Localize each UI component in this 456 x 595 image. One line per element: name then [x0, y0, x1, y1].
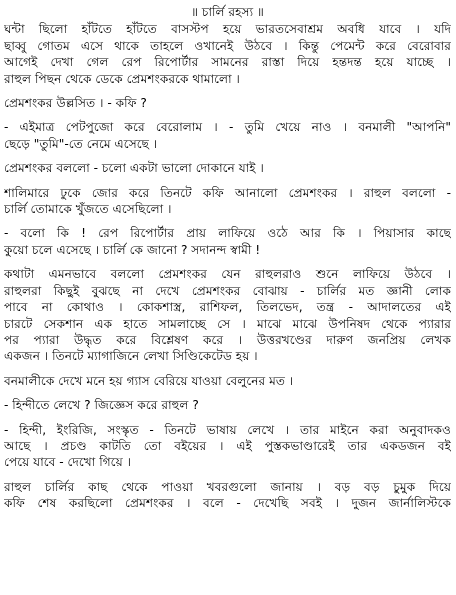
paragraph [4, 422, 451, 471]
text-line: প্রেমশংকর উল্লসিত । - কফি ? [4, 96, 147, 111]
paragraph [4, 21, 451, 87]
paragraph [4, 373, 451, 389]
paragraph [4, 266, 451, 364]
paragraph [4, 160, 451, 176]
text-line: কুয়ো চলে এসেছে । চার্লি কে জানো ? সদানন্দ স্বামী ! [4, 242, 261, 257]
paragraph [4, 397, 451, 413]
text-line: আগেই দেখা গেল রেপ রিপোর্টার সামনের রাস্তা দিয়ে হন্তদন্ত হয়ে যাচ্ছে । [4, 55, 451, 70]
paragraph [4, 225, 451, 258]
text-line: কথাটা এমনভাবে বললো প্রেমশংকর যেন রাহুলরাও শুনে লাফিয়ে উঠবে । [4, 267, 451, 282]
text-line: রাহুল পিছন থেকে ডেকে প্রেমশংকরকে থামালো । [4, 71, 240, 86]
text-line: চারটে সেকশান এক হাতে সামলাচ্ছে সে । মাঝে মাঝে উপনিষদ থেকে প্যারার [4, 316, 451, 331]
text-line: - বলো কি ! রেপ রিপোর্টার প্রায় লাফিয়ে ওঠে আর কি । পিয়াসার কাছে [4, 226, 451, 241]
paragraph [4, 479, 451, 512]
text-line: - হিন্দী, ইংরিজি, সংস্কৃত - তিনটে ভাষায় লেখে । তার মাইনে করা অনুবাদকও [4, 422, 451, 437]
text-line: চার্লি তোমাকে খুঁজতে এসেছিলো । [4, 202, 172, 217]
text-line: - হিন্দীতে লেখে ? জিজ্ঞেস করে রাহুল ? [4, 398, 199, 413]
text-line: শালিমারে ঢুকে জোর করে তিনটে কফি আনালো প্রেমশংকর । রাহুল বললো - [4, 185, 451, 200]
text-line: বনমালীকে দেখে মনে হয় গ্যাস বেরিয়ে যাওয়া বেলুনের মত । [4, 373, 294, 388]
text-line: ঘন্টা ছিলো হাঁটতে হাঁটতে বাসস্টপ হয়ে ভারতসেবাশ্রম অবধি যাবে । যদি [4, 22, 451, 37]
text-line: কফি শেষ করছিলো প্রেমশংকর । বলে - দেখেছি সবই । দুজন জার্নালিস্টকে [4, 496, 451, 511]
text-line: পেয়ে যাবে - দেখো গিয়ে । [4, 455, 131, 470]
story-body [4, 21, 451, 511]
text-line: পর প্যারা উদ্ধৃত করে বিশ্লেষণ করে । উত্তরখণ্ডের দারুণ জনপ্রিয় লেখক [4, 332, 451, 347]
text-line: রাহুলরা কিছুই বুঝছে না দেখে প্রেমশংকর বোঝায় - চার্লির মত জ্ঞানী লোক [4, 283, 451, 298]
paragraph [4, 95, 451, 111]
text-line: আছে । প্রচণ্ড কাটতি তো বইয়ের । এই পুস্তকভাণ্ডারেই তার একডজন বই [4, 438, 451, 453]
text-line: পাবে না কোথাও । কোকশাস্ত্র, রাশিফল, তিলভেদ, তন্ত্র - আদালতের এই [4, 300, 451, 315]
text-line: ছেড়ে "তুমি"-তে নেমে এসেছে । [4, 136, 158, 151]
text-line: একজন । তিনটে ম্যাগাজিনে লেখা সিণ্ডিকেটেড হয় । [4, 349, 258, 364]
text-line: - এইমাত্র পেটপুজো করে বেরোলাম । - তুমি খেয়ে নাও । বনমালী "আপনি" [4, 120, 451, 135]
paragraph [4, 185, 451, 218]
paragraph [4, 119, 451, 152]
text-line: রাহুল চার্লির কাছ থেকে পাওয়া খবরগুলো জানায় । বড় বড় চুমুক দিয়ে [4, 479, 451, 494]
story-title: ॥ চার্লি রহস্য ॥ [191, 5, 264, 19]
text-line: ছাব্বু গোতম এসে থাকে তাহলে ওখানেই উঠবে । কিন্তু পেমেন্ট করে বেরোবার [4, 38, 451, 53]
text-line: প্রেমশংকর বললো - চলো একটা ভালো দোকানে যাই । [4, 161, 264, 176]
